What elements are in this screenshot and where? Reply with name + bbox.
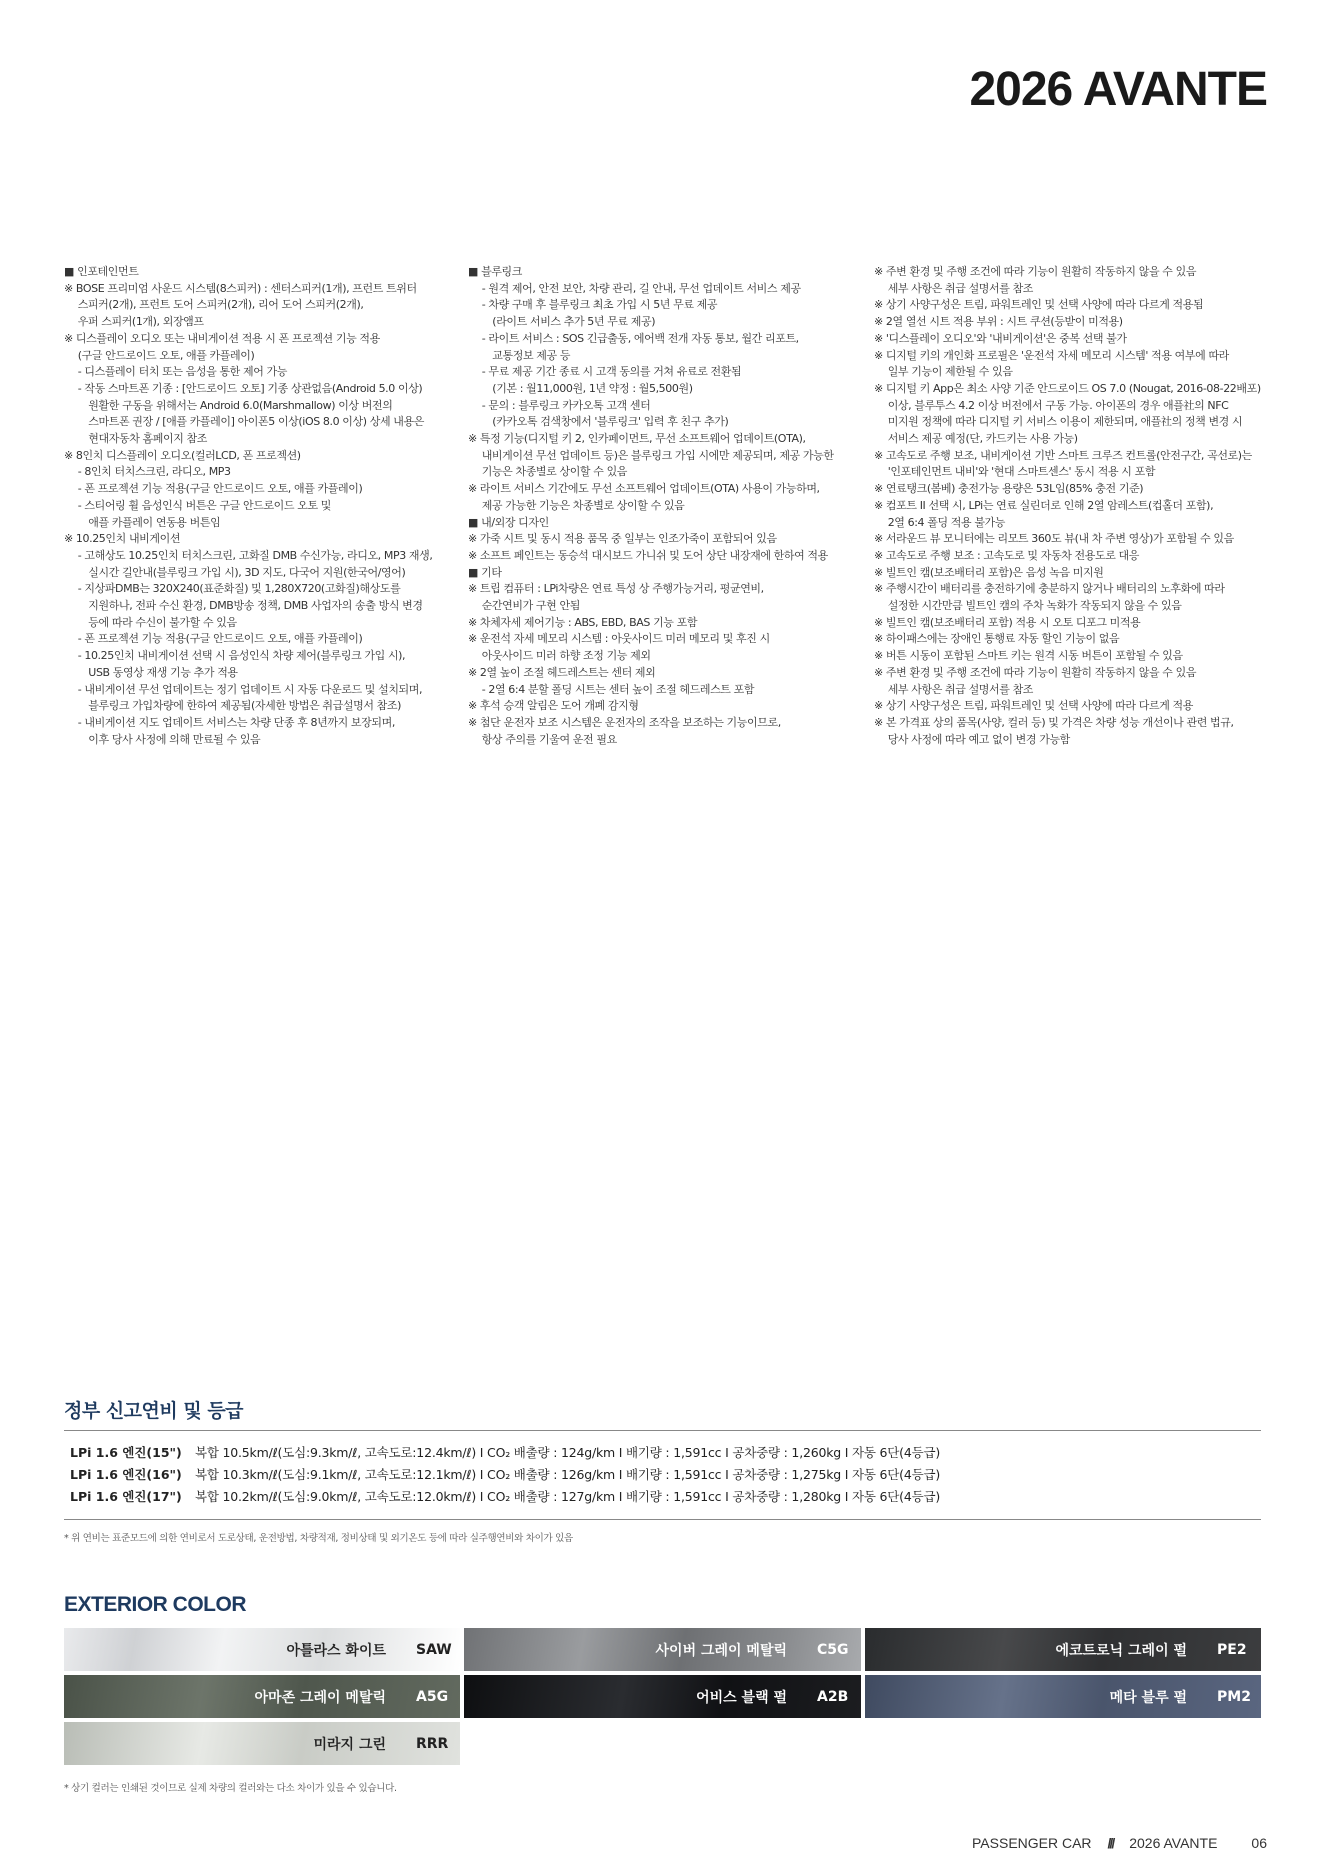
color-code: PM2 (1217, 1688, 1251, 1705)
page-title: 2026 AVANTE (969, 63, 1267, 116)
note-line: ※ 연료탱크(봄베) 충전가능 용량은 53L임(85% 충전 기준) (874, 482, 1144, 496)
note-line: ※ 첨단 운전자 보조 시스템은 운전자의 조작을 보조하는 기능이므로, (468, 715, 781, 729)
note-line: - 8인치 터치스크린, 라디오, MP3 (64, 465, 231, 479)
note-line: 실시간 길안내(블루링크 가입 시), 3D 지도, 다국어 지원(한국어/영어) (64, 565, 406, 579)
note-line: ※ 디지털 키의 개인화 프로필은 '운전석 자세 메모리 시스템' 적용 여부에 따라 (874, 348, 1229, 362)
note-line: 스피커(2개), 프런트 도어 스피커(2개), 리어 도어 스피커(2개), (64, 298, 364, 312)
note-line: ※ 디스플레이 오디오 또는 내비게이션 적용 시 폰 프로젝션 기능 적용 (64, 331, 380, 345)
note-line: (기본 : 월11,000원, 1년 약정 : 월5,500원) (468, 381, 693, 395)
note-line: ※ '디스플레이 오디오'와 '내비게이션'은 중복 선택 불가 (874, 331, 1127, 345)
note-line: ※ 차체자세 제어기능 : ABS, EBD, BAS 기능 포함 (468, 615, 698, 629)
note-line: ※ 상기 사양구성은 트림, 파워트레인 및 선택 사양에 따라 다르게 적용 (874, 699, 1193, 713)
note-line: - 폰 프로젝션 기능 적용(구글 안드로이드 오토, 애플 카플레이) (64, 632, 363, 646)
note-line: - 내비게이션 무선 업데이트는 정기 업데이트 시 자동 다운로드 및 설치되며, (64, 682, 423, 696)
note-line: USB 동영상 재생 기능 추가 적용 (64, 665, 238, 679)
note-line: ※ BOSE 프리미엄 사운드 시스템(8스피커) : 센터스피커(1개), 프런트 트위터 (64, 281, 417, 295)
note-line: - 내비게이션 지도 업데이트 서비스는 차량 단종 후 8년까지 보장되며, (64, 715, 395, 729)
note-line: ※ 서라운드 뷰 모니터에는 리모트 360도 뷰(내 차 주변 영상)가 포함될 수 있음 (874, 532, 1234, 546)
color-name: 미라지 그린 (313, 1736, 386, 1753)
color-code: SAW (416, 1641, 452, 1658)
note-line: ※ 본 가격표 상의 품목(사양, 컬러 등) 및 가격은 차량 성능 개선이나 관련 법규, (874, 715, 1234, 729)
note-line: 항상 주의를 기울여 운전 필요 (468, 732, 617, 746)
color-swatch-cyber-gray (464, 1628, 861, 1671)
note-line: ※ 트립 컴퓨터 : LPi차량은 연료 특성 상 주행가능거리, 평균연비, (468, 582, 764, 596)
note-line: ※ 2열 열선 시트 적용 부위 : 시트 쿠션(등받이 미적용) (874, 315, 1123, 329)
footer-model: 2026 AVANTE (1129, 1835, 1218, 1851)
note-line: ※ 10.25인치 내비게이션 (64, 532, 181, 546)
note-line: ※ 소프트 페인트는 동승석 대시보드 가니쉬 및 도어 상단 내장재에 한하여 적용 (468, 548, 828, 562)
note-line: 일부 기능이 제한될 수 있음 (874, 365, 1013, 379)
note-line: 세부 사항은 취급 설명서를 참조 (874, 281, 1034, 295)
exterior-color-title: EXTERIOR COLOR (64, 1593, 247, 1616)
footer-section: PASSENGER CAR (972, 1835, 1092, 1851)
note-line: ※ 주행시간이 배터리를 충전하기에 충분하지 않거나 배터리의 노후화에 따라 (874, 582, 1225, 596)
note-line: ※ 2열 높이 조절 헤드레스트는 센터 제외 (468, 665, 656, 679)
note-line: ※ 특정 기능(디지털 키 2, 인카페이먼트, 무선 소프트웨어 업데이트(OTA), (468, 432, 806, 446)
note-line: (구글 안드로이드 오토, 애플 카플레이) (64, 348, 255, 362)
divider (64, 1430, 1261, 1431)
note-line: ※ 빌트인 캠(보조배터리 포함) 적용 시 오토 디포그 미적용 (874, 615, 1141, 629)
note-line: 우퍼 스피커(1개), 외장앰프 (64, 315, 204, 329)
note-line: - 라이트 서비스 : SOS 긴급출동, 에어백 전개 자동 통보, 월간 리포트, (468, 331, 799, 345)
fuel-spec: 복합 10.5km/ℓ(도심:9.3km/ℓ, 고속도로:12.4km/ℓ) I CO₂ 배출량 : 124g/km I 배기량 : 1,591cc I 공차중량 : 1,260kg I 자동 6단(4등급) (195, 1445, 941, 1460)
note-line: ※ 운전석 자세 메모리 시스템 : 아웃사이드 미러 메모리 및 후진 시 (468, 632, 770, 646)
color-name: 에코트로닉 그레이 펄 (1055, 1642, 1187, 1659)
note-line: - 지상파DMB는 320X240(표준화질) 및 1,280X720(고화질)해상도를 (64, 582, 401, 596)
color-swatch-amazon-gray (64, 1675, 460, 1718)
color-swatch-ecotronic-gray (865, 1628, 1261, 1671)
page-number: 06 (1251, 1835, 1267, 1851)
note-line: ※ 고속도로 주행 보조 : 고속도로 및 자동차 전용도로 대응 (874, 548, 1139, 562)
color-swatch-abyss-black (464, 1675, 861, 1718)
fuel-row (70, 1486, 940, 1508)
fuel-table (70, 1442, 940, 1508)
color-name: 사이버 그레이 메탈릭 (655, 1642, 787, 1659)
note-line: - 2열 6:4 분할 폴딩 시트는 센터 높이 조절 헤드레스트 포함 (468, 682, 755, 696)
color-footnote: * 상기 컬러는 인쇄된 것이므로 실제 차량의 컬러와는 다소 차이가 있을 수 있습니다. (64, 1783, 397, 1794)
notes-column-bluelink (468, 264, 858, 748)
page-footer (972, 1835, 1267, 1851)
note-line: 미지원 정책에 따라 디지털 키 서비스 이용이 제한되며, 애플社의 정책 변경 시 (874, 415, 1243, 429)
note-line: - 폰 프로젝션 기능 적용(구글 안드로이드 오토, 애플 카플레이) (64, 482, 363, 496)
note-line: 이상, 블루투스 4.2 이상 버전에서 구동 가능. 아이폰의 경우 애플社의 NFC (874, 398, 1229, 412)
note-line: ※ 빌트인 캠(보조배터리 포함)은 음성 녹음 미지원 (874, 565, 1104, 579)
note-line: '인포테인먼트 내비'와 '현대 스마트센스' 동시 적용 시 포함 (874, 465, 1156, 479)
color-swatch-grid (64, 1628, 1261, 1765)
fuel-spec: 복합 10.3km/ℓ(도심:9.1km/ℓ, 고속도로:12.1km/ℓ) I CO₂ 배출량 : 126g/km I 배기량 : 1,591cc I 공차중량 : 1,275kg I 자동 6단(4등급) (195, 1467, 941, 1482)
note-line: 내비게이션 무선 업데이트 등)은 블루링크 가입 시에만 제공되며, 제공 가능한 (468, 448, 834, 462)
fuel-footnote: * 위 연비는 표준모드에 의한 연비로서 도로상태, 운전방법, 차량적재, 정비상태 및 외기온도 등에 따라 실주행연비와 차이가 있음 (64, 1533, 573, 1544)
note-line: ※ 8인치 디스플레이 오디오(컬러LCD, 폰 프로젝션) (64, 448, 301, 462)
note-line: 이후 당사 사정에 의해 만료될 수 있음 (64, 732, 261, 746)
color-code: PE2 (1217, 1641, 1247, 1658)
note-line: - 원격 제어, 안전 보안, 차량 관리, 길 안내, 무선 업데이트 서비스 제공 (468, 281, 801, 295)
color-swatch-atlas-white (64, 1628, 460, 1671)
note-line: 세부 사항은 취급 설명서를 참조 (874, 682, 1034, 696)
note-line: 애플 카플레이 연동용 버튼임 (64, 515, 221, 529)
notes-column-infotainment (64, 264, 449, 748)
color-swatch-meta-blue (865, 1675, 1261, 1718)
fuel-row (70, 1442, 940, 1464)
color-code: C5G (817, 1641, 849, 1658)
note-line: - 10.25인치 내비게이션 선택 시 음성인식 차량 제어(블루링크 가입 시), (64, 649, 406, 663)
note-line: 설정한 시간만큼 빌트인 캠의 주차 녹화가 작동되지 않을 수 있음 (874, 599, 1182, 613)
note-line: - 문의 : 블루링크 카카오톡 고객 센터 (468, 398, 651, 412)
note-line: (카카오톡 검색창에서 '블루링크' 입력 후 친구 추가) (468, 415, 729, 429)
note-line: ※ 후석 승객 알림은 도어 개폐 감지형 (468, 699, 639, 713)
note-line: ※ 하이패스에는 장애인 통행료 자동 할인 기능이 없음 (874, 632, 1120, 646)
fuel-engine: LPi 1.6 엔진(16") (70, 1467, 182, 1482)
note-line: 지원하나, 전파 수신 환경, DMB방송 정책, DMB 사업자의 송출 방식 변경 (64, 599, 423, 613)
note-line: 원활한 구동을 위해서는 Android 6.0(Marshmallow) 이상 버전의 (64, 398, 393, 412)
divider (64, 1519, 1261, 1520)
note-line: 현대자동차 홈페이지 참조 (64, 432, 207, 446)
note-line: ■ 인포테인먼트 (64, 265, 139, 278)
fuel-engine: LPi 1.6 엔진(15") (70, 1445, 182, 1460)
note-line: ※ 라이트 서비스 기간에도 무선 소프트웨어 업데이트(OTA) 사용이 가능하며, (468, 482, 820, 496)
note-line: ※ 컴포트 II 선택 시, LPi는 연료 실린더로 인해 2열 암레스트(컵홀더 포함), (874, 498, 1214, 512)
color-name: 어비스 블랙 펄 (696, 1689, 787, 1706)
note-line: - 스티어링 휠 음성인식 버튼은 구글 안드로이드 오토 및 (64, 498, 332, 512)
color-code: A2B (817, 1688, 849, 1705)
color-code: A5G (416, 1688, 449, 1705)
note-line: ※ 상기 사양구성은 트림, 파워트레인 및 선택 사양에 따라 다르게 적용됨 (874, 298, 1204, 312)
note-line: - 디스플레이 터치 또는 음성을 통한 제어 가능 (64, 365, 288, 379)
note-line: 제공 가능한 기능은 차종별로 상이할 수 있음 (468, 498, 685, 512)
fuel-engine: LPi 1.6 엔진(17") (70, 1489, 182, 1504)
note-line: 교통정보 제공 등 (468, 348, 571, 362)
note-line: (라이트 서비스 추가 5년 무료 제공) (468, 315, 656, 329)
notes-column-misc (874, 264, 1274, 748)
note-line: ※ 주변 환경 및 주행 조건에 따라 기능이 원활히 작동하지 않을 수 있음 (874, 265, 1197, 278)
color-name: 메타 블루 펄 (1109, 1689, 1187, 1706)
note-line: 기능은 차종별로 상이할 수 있음 (468, 465, 628, 479)
note-line: - 고해상도 10.25인치 터치스크린, 고화질 DMB 수신가능, 라디오, MP3 재생, (64, 548, 433, 562)
note-line: - 작동 스마트폰 기종 : [안드로이드 오토] 기종 상관없음(Android 5.0 이상) (64, 381, 423, 395)
fuel-row (70, 1464, 940, 1486)
note-line: 스마트폰 권장 / [애플 카플레이] 아이폰5 이상(iOS 8.0 이상) 상세 내용은 (64, 415, 424, 429)
note-line: 서비스 제공 예정(단, 카드키는 사용 가능) (874, 432, 1078, 446)
note-line: ■ 블루링크 (468, 265, 522, 278)
note-line: ※ 주변 환경 및 주행 조건에 따라 기능이 원활히 작동하지 않을 수 있음 (874, 665, 1197, 679)
fuel-section-title: 정부 신고연비 및 등급 (64, 1400, 244, 1422)
note-line: ※ 가죽 시트 및 동시 적용 품목 중 일부는 인조가죽이 포함되어 있음 (468, 532, 777, 546)
note-line: ※ 고속도로 주행 보조, 내비게이션 기반 스마트 크루즈 컨트롤(안전구간, 곡선로)는 (874, 448, 1252, 462)
color-swatch-mirage-green (64, 1722, 460, 1765)
note-line: 당사 사정에 따라 예고 없이 변경 가능함 (874, 732, 1070, 746)
note-line: ※ 디지털 키 App은 최소 사양 기준 안드로이드 OS 7.0 (Nougat, 2016-08-22배포) (874, 381, 1261, 395)
footer-separator: /// (1107, 1835, 1114, 1851)
note-line: ※ 버튼 시동이 포함된 스마트 키는 원격 시동 버튼이 포함될 수 있음 (874, 649, 1183, 663)
fuel-spec: 복합 10.2km/ℓ(도심:9.0km/ℓ, 고속도로:12.0km/ℓ) I CO₂ 배출량 : 127g/km I 배기량 : 1,591cc I 공차중량 : 1,280kg I 자동 6단(4등급) (195, 1489, 941, 1504)
note-line: 2열 6:4 폴딩 적용 불가능 (874, 515, 1005, 529)
note-line: 등에 따라 수신이 불가할 수 있음 (64, 615, 237, 629)
note-line: ■ 내/외장 디자인 (468, 515, 549, 529)
note-line: 순간연비가 구현 안됨 (468, 599, 580, 613)
color-name: 아마존 그레이 메탈릭 (254, 1689, 386, 1706)
note-line: 블루링크 가입차량에 한하여 제공됨(자세한 방법은 취급설명서 참조) (64, 699, 401, 713)
color-name: 아틀라스 화이트 (286, 1642, 386, 1659)
note-line: 아웃사이드 미러 하향 조정 기능 제외 (468, 649, 651, 663)
note-line: - 차량 구매 후 블루링크 최초 가입 시 5년 무료 제공 (468, 298, 718, 312)
note-line: ■ 기타 (468, 565, 502, 579)
note-line: - 무료 제공 기간 종료 시 고객 동의를 거쳐 유료로 전환됨 (468, 365, 742, 379)
color-code: RRR (416, 1735, 449, 1752)
